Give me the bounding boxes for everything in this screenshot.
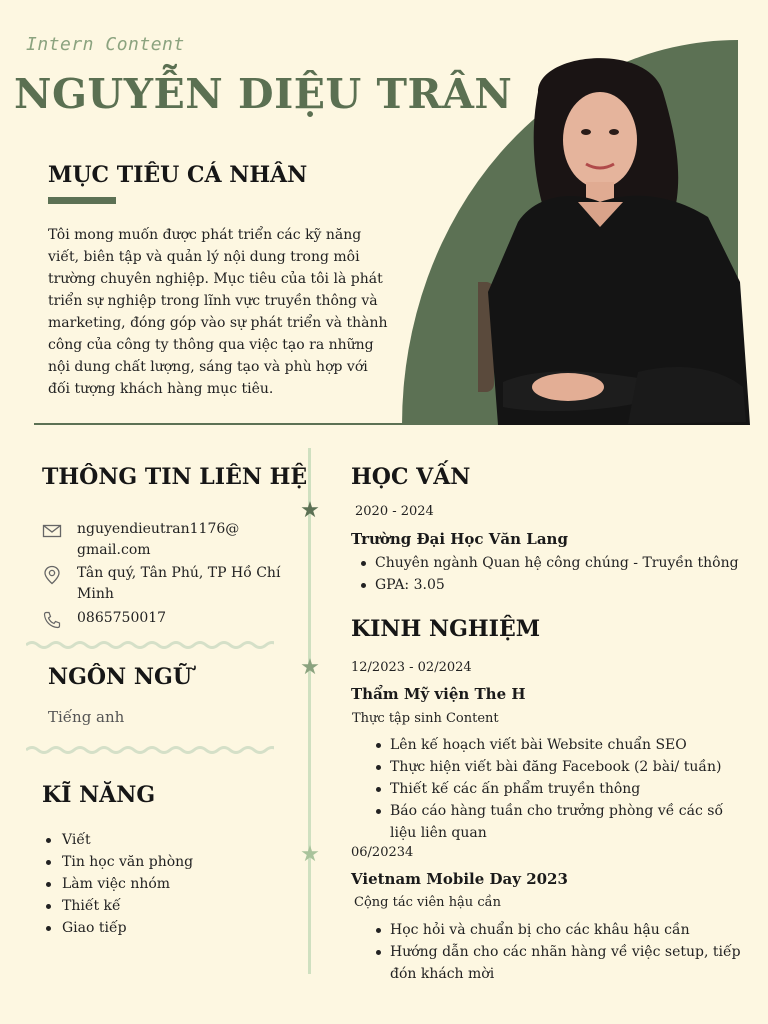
education-details: [357, 552, 739, 596]
list-item: Báo cáo hàng tuần cho trưởng phòng về các số liệu liên quan: [372, 800, 744, 844]
language-item: Tiếng anh: [48, 708, 125, 726]
skills-title: KĨ NĂNG: [42, 782, 156, 808]
objective-title: MỤC TIÊU CÁ NHÂN: [48, 162, 308, 188]
job-date: 12/2023 - 02/2024: [351, 660, 472, 675]
mail-icon: [42, 521, 62, 541]
company-name: Vietnam Mobile Day 2023: [351, 870, 568, 888]
list-item: Thiết kế: [44, 895, 193, 917]
job-tasks: [372, 734, 744, 844]
wave-divider: [26, 745, 274, 755]
list-item: Học hỏi và chuẩn bị cho các khâu hậu cần: [372, 919, 744, 941]
star-icon: ★: [300, 655, 320, 680]
job-position: Cộng tác viên hậu cần: [354, 895, 501, 910]
phone-text[interactable]: 0865750017: [77, 610, 167, 626]
face: [563, 92, 637, 188]
job-position: Thực tập sinh Content: [352, 711, 499, 726]
profile-photo: [478, 52, 750, 425]
job-tasks: [372, 919, 744, 985]
role-title: Intern Content: [26, 34, 185, 55]
list-item: Thực hiện viết bài đăng Facebook (2 bài/ tuần): [372, 756, 744, 778]
company-name: Thẩm Mỹ viện The H: [351, 685, 526, 703]
location-pin-icon: [42, 565, 62, 585]
star-icon: ★: [300, 498, 320, 523]
objective-text: Tôi mong muốn được phát triển các kỹ năng viết, biên tập và quản lý nội dung trong môi trường chuyên nghiệp. Mục tiêu của tôi là phát triển sự nghiệp trong lĩnh vực truyền thông và marketing, đóng góp vào sự phát triển và thành công của công ty thông qua việc tạo ra những nội dung chất lượng, sáng tạo và phù hợp với đối tượng khách hàng mục tiêu.: [48, 227, 388, 397]
list-item: Giao tiếp: [44, 917, 193, 939]
list-item: Làm việc nhóm: [44, 873, 193, 895]
list-item: Hướng dẫn cho các nhãn hàng về việc setup, tiếp đón khách mời: [372, 941, 744, 985]
contact-phone-row: [42, 608, 287, 630]
list-item: Lên kế hoạch viết bài Website chuẩn SEO: [372, 734, 744, 756]
star-icon: ★: [300, 842, 320, 867]
wave-divider: [26, 640, 274, 650]
contact-address-row: [42, 563, 287, 605]
list-item: Tin học văn phòng: [44, 851, 193, 873]
list-item: Viết: [44, 829, 193, 851]
school-name: Trường Đại Học Văn Lang: [351, 530, 568, 548]
section-divider: [34, 423, 404, 425]
contact-title: THÔNG TIN LIÊN HỆ: [42, 464, 308, 490]
person-name: NGUYỄN DIỆU TRÂN: [14, 70, 513, 118]
email-text[interactable]: nguyendieutran1176@ gmail.com: [77, 521, 240, 558]
education-title: HỌC VẤN: [351, 464, 471, 490]
skills-list: [44, 829, 193, 939]
timeline-line: [308, 448, 311, 974]
experience-title: KINH NGHIỆM: [351, 616, 541, 642]
title-underline: [48, 197, 116, 204]
contact-email-row: [42, 519, 287, 561]
list-item: Chuyên ngành Quan hệ công chúng - Truyền thông: [357, 552, 739, 574]
education-date: 2020 - 2024: [355, 504, 434, 519]
address-text: Tân quý, Tân Phú, TP Hồ Chí Minh: [77, 565, 281, 602]
hands: [532, 373, 604, 401]
phone-icon: [42, 610, 62, 630]
list-item: GPA: 3.05: [357, 574, 739, 596]
languages-title: NGÔN NGỮ: [48, 664, 192, 690]
list-item: Thiết kế các ấn phẩm truyền thông: [372, 778, 744, 800]
job-date: 06/20234: [351, 845, 414, 860]
